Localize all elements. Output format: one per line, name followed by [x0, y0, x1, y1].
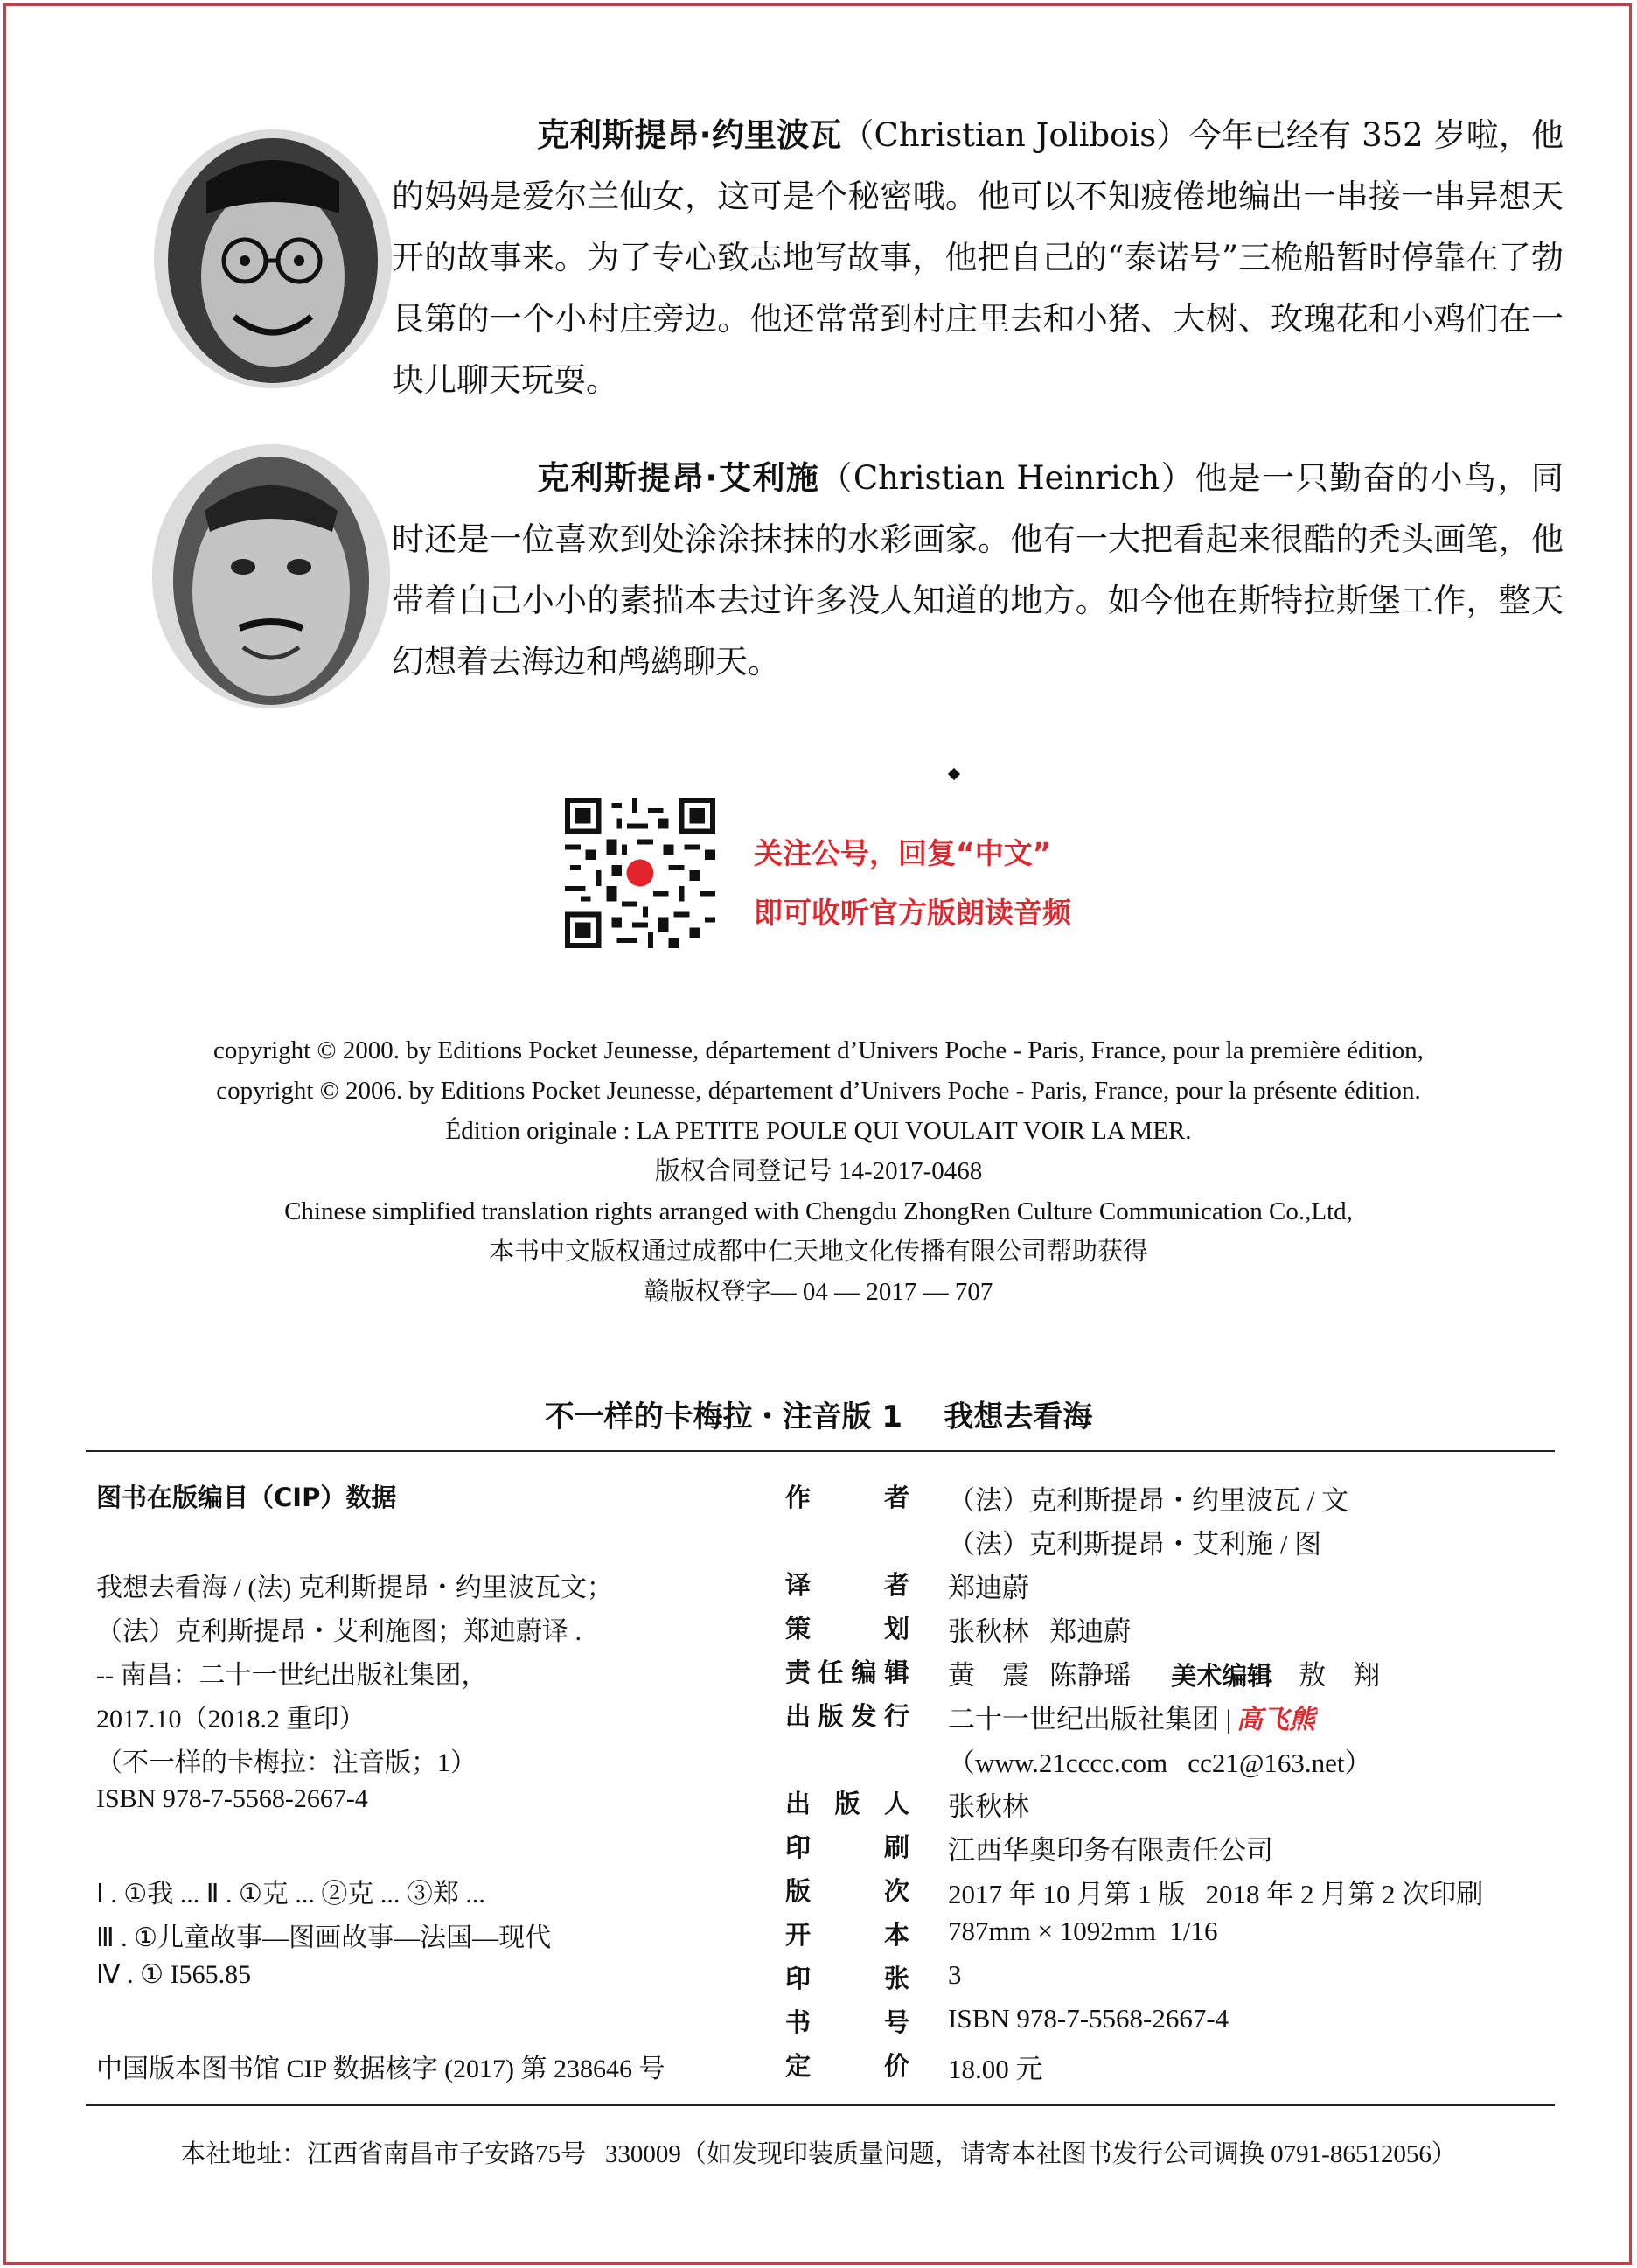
- info-label: 策划: [785, 1614, 909, 1643]
- info-value: 张秋林 郑迪蔚: [948, 1616, 1132, 1647]
- illustrator-name: 克利斯提昂·艾利施: [537, 459, 820, 497]
- qr-promo-line2: 即可收听官方版朗读音频: [754, 896, 1071, 930]
- copyright-line: copyright © 2006. by Editions Pocket Jeunesse, département d’Univers Poche - Paris, France, pour la présente édition.: [216, 1077, 1421, 1105]
- publisher-address: 本社地址：江西省南昌市子安路75号 330009（如发现印装质量问题，请寄本社图书发行公司调换 0791-86512056）: [180, 2140, 1457, 2168]
- info-value: 郑迪蔚: [948, 1573, 1029, 1603]
- copyright-line: Chinese simplified translation rights arranged with Chengdu ZhongRen Culture Communication Co.,Ltd,: [284, 1197, 1353, 1225]
- info-value: ISBN 978-7-5568-2667-4: [948, 2003, 1229, 2034]
- cip-line: ISBN 978-7-5568-2667-4: [96, 1784, 368, 1813]
- info-value: 江西华奥印务有限责任公司: [948, 1835, 1273, 1866]
- qr-code[interactable]: [565, 798, 715, 948]
- cip-line: -- 南昌：二十一世纪出版社集团，: [96, 1661, 488, 1690]
- copyright-block: [0, 1030, 1637, 1312]
- author-bio-text: （Christian Jolibois）今年已经有 352 岁啦，他的妈妈是爱尔兰仙女，这可是个秘密哦。他可以不知疲倦地编出一串接一串异想天开的故事来。为了专心致志地写故事，他把自己的“泰诺号”三桅船暂时停靠在了勃艮第的一个小村庄旁边。他还常常到村庄里去和小猪、大树、玫瑰花和小鸡们在一块儿聊天玩耍。: [392, 116, 1564, 399]
- info-value: [948, 1697, 1315, 1736]
- cip-line: Ⅲ . ①儿童故事—图画故事—法国—现代: [96, 1923, 552, 1952]
- publisher-web: （www.21cccc.com cc21@163.net）: [948, 1748, 1372, 1778]
- book-title: 不一样的卡梅拉・注音版 1 我想去看海: [544, 1399, 1093, 1434]
- illustrator-portrait: [152, 444, 390, 708]
- info-label: 版次: [785, 1876, 909, 1906]
- cip-number: 中国版本图书馆 CIP 数据核字 (2017) 第 238646 号: [96, 2055, 665, 2083]
- publisher-logo: 高飞熊: [1236, 1705, 1315, 1735]
- cip-line: Ⅳ . ① I565.85: [96, 1960, 252, 1989]
- copyright-line: 赣版权登字— 04 — 2017 — 707: [644, 1278, 993, 1306]
- info-label: 译者: [785, 1570, 909, 1600]
- divider-top: [86, 1450, 1555, 1452]
- copyright-line: copyright © 2000. by Editions Pocket Jeunesse, département d’Univers Poche - Paris, France, pour la première édition,: [213, 1036, 1424, 1064]
- info-label: 作者: [785, 1483, 909, 1512]
- info-value: 张秋林: [948, 1791, 1029, 1822]
- illustrator-bio: [392, 448, 1564, 693]
- cip-line: （不一样的卡梅拉：注音版；1）: [96, 1748, 477, 1777]
- divider-bottom: [86, 2104, 1555, 2106]
- info-value: 3: [948, 1959, 962, 1990]
- info-value: [948, 1653, 1380, 1692]
- info-value: （法）克利斯提昂・约里波瓦 / 文: [948, 1485, 1349, 1516]
- cip-line: 我想去看海 / (法) 克利斯提昂・约里波瓦文；: [96, 1574, 613, 1602]
- info-label: 印刷: [785, 1832, 909, 1862]
- cip-line: 2017.10（2018.2 重印）: [96, 1705, 366, 1734]
- info-value: 2017 年 10 月第 1 版 2018 年 2 月第 2 次印刷: [948, 1879, 1484, 1909]
- copyright-line: Édition originale : LA PETITE POULE QUI VOULAIT VOIR LA MER.: [445, 1117, 1192, 1145]
- publisher-name: 二十一世纪出版社集团 |: [948, 1704, 1231, 1734]
- info-value: 18.00 元: [948, 2054, 1043, 2084]
- info-label: 出版发行: [785, 1701, 909, 1731]
- info-label: 责任编辑: [785, 1657, 909, 1687]
- cip-line: Ⅰ . ①我 ... Ⅱ . ①克 ... ②克 ... ③郑 ...: [96, 1880, 485, 1909]
- author-bio: [392, 105, 1564, 411]
- author-name: 克利斯提昂·约里波瓦: [537, 116, 842, 154]
- copyright-line: 本书中文版权通过成都中仁天地文化传播有限公司帮助获得: [488, 1238, 1148, 1266]
- info-label: 开本: [785, 1920, 909, 1950]
- info-value: （法）克利斯提昂・艾利施 / 图: [948, 1529, 1322, 1560]
- cip-heading: 图书在版编目（CIP）数据: [96, 1483, 397, 1512]
- art-editor-name: 敖 翔: [1299, 1660, 1381, 1691]
- cip-line: （法）克利斯提昂・艾利施图；郑迪蔚译 .: [96, 1617, 582, 1646]
- art-editor-label: 美术编辑: [1171, 1661, 1273, 1691]
- copyright-line: 版权合同登记号 14-2017-0468: [654, 1157, 983, 1185]
- qr-promo-line1: 关注公号，回复“中文”: [754, 836, 1052, 870]
- info-label: 定价: [785, 2051, 909, 2081]
- editor-names: 黄 震 陈静瑶: [948, 1660, 1132, 1691]
- author-portrait: [154, 129, 392, 388]
- info-label: 印张: [785, 1964, 909, 1993]
- info-label: 出版人: [785, 1789, 909, 1818]
- illustrator-bio-text: （Christian Heinrich）他是一只勤奋的小鸟，同时还是一位喜欢到处涂涂抹抹的水彩画家。他有一大把看起来很酷的秃头画笔，他带着自己小小的素描本去过许多没人知道的地方。如今他在斯特拉斯堡工作，整天幻想着去海边和鸬鹚聊天。: [392, 459, 1564, 680]
- info-label: 书号: [785, 2007, 909, 2037]
- info-value: 787mm × 1092mm 1/16: [948, 1916, 1218, 1946]
